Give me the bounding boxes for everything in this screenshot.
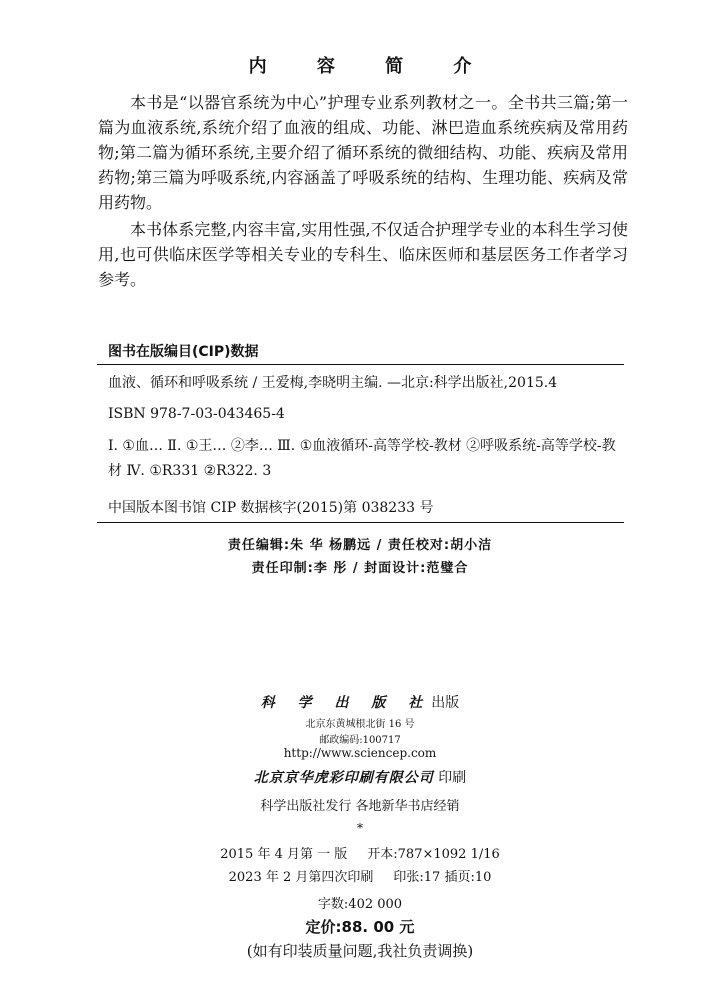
intro-paragraph-1: 本书是“以器官系统为中心”护理专业系列教材之一。全书共三篇;第一篇为血液系统,系统介绍了血液的组成、功能、淋巴造血系统疾病及常用药物;第二篇为循环系统,主要介绍了循环系统的微细结构、功能、疾病及常用药物;第三篇为呼吸系统,内容涵盖了呼吸系统的结构、生理功能、疾病及常用药物。: [98, 93, 628, 212]
cip-classification: Ⅰ. ①血… Ⅱ. ①王… ②李… Ⅲ. ①血液循环-高等学校-教材 ②呼吸系统-高等学校-教材 Ⅳ. ①R331 ②R322. 3: [108, 438, 616, 479]
cip-title-line: 血液、循环和呼吸系统 / 王爱梅,李晓明主编. —北京:科学出版社,2015.4: [108, 375, 558, 391]
book-format: 开本:787×1092 1/16: [367, 847, 500, 862]
cip-record-number: 中国版本图书馆 CIP 数据核字(2015)第 038233 号: [108, 500, 434, 516]
publisher-url: http://www.sciencep.com: [283, 746, 437, 760]
intro-paragraph-2: 本书体系完整,内容丰富,实用性强,不仅适合护理学专业的本科生学习使用,也可供临床医学等相关专业的专科生、临床医师和基层医务工作者学习参考。: [98, 220, 628, 289]
publisher-suffix: 出版: [431, 695, 460, 711]
cip-top-rule: [97, 364, 624, 365]
printer-logo: 北京京华虎彩印刷有限公司: [253, 770, 434, 786]
printed-sheets: 印张:17 插页:10: [393, 870, 492, 885]
cip-bottom-rule: [97, 522, 624, 523]
publisher-logo: 科 学 出 版 社: [260, 695, 432, 711]
printer-suffix: 印刷: [438, 770, 467, 786]
publisher-line: [0, 692, 720, 712]
intro-title: 内 容 简 介: [248, 56, 494, 77]
publisher-address: 北京东黄城根北街 16 号: [305, 719, 415, 730]
production-credits: 责任印制:李 彤 / 封面设计:范璧合: [251, 561, 469, 576]
editor-credits: 责任编辑:朱 华 杨鹏远 / 责任校对:胡小洁: [227, 538, 493, 553]
price: 定价:88. 00 元: [305, 918, 415, 936]
word-count: 字数:402 000: [317, 897, 403, 912]
cip-isbn: ISBN 978-7-03-043465-4: [108, 406, 285, 422]
separator-star: *: [357, 821, 363, 835]
publisher-postcode: 邮政编码:100717: [319, 735, 401, 746]
edition-date: 2015 年 4 月第 一 版: [220, 847, 348, 862]
printer-line: [0, 767, 720, 787]
edition-line: [0, 843, 720, 862]
printing-line: [0, 866, 720, 885]
printing-date: 2023 年 2 月第四次印刷: [228, 870, 374, 885]
quality-note: (如有印装质量问题,我社负责调换): [246, 942, 474, 960]
cip-heading: 图书在版编目(CIP)数据: [108, 344, 259, 360]
distribution-line: 科学出版社发行 各地新华书店经销: [260, 799, 460, 814]
